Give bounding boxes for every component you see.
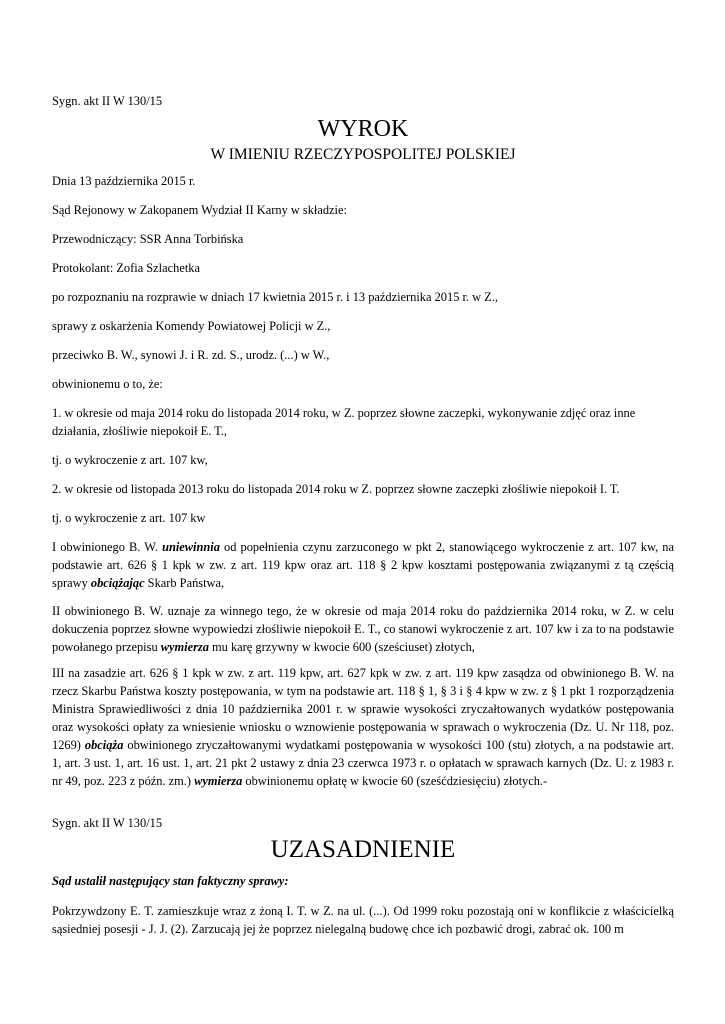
verdict-title: WYROK (317, 116, 409, 142)
presiding-judge: Przewodniczący: SSR Anna Torbińska (52, 232, 244, 246)
court-composition: Sąd Rejonowy w Zakopanem Wydział II Karny w składzie: (52, 203, 347, 217)
emphasis-charging: obciążając (90, 576, 145, 590)
emphasis-acquits: uniewinnia (162, 540, 220, 554)
charge-2-law: tj. o wykroczenie z art. 107 kw (52, 511, 206, 525)
charges-intro: obwinionemu o to, że: (52, 377, 163, 391)
defendant-info: przeciwko B. W., synowi J. i R. zd. S., urodz. (...) w W., (52, 348, 330, 362)
emphasis-imposes: wymierza (160, 640, 209, 654)
justification-case-reference: Sygn. akt II W 130/15 (52, 816, 163, 830)
facts-heading: Sąd ustalił następujący stan faktyczny sprawy: (52, 874, 289, 888)
ruling-costs: III na zasadzie art. 626 § 1 kpk w zw. z art. 119 kpw, art. 627 kpk w zw. z art. 119 kpw zasądza od obwinionego B. W. na rzecz Skarbu Państwa koszty postępowania, w tym na podstawie art. 118 § 1, § 3 i § 4 kpw w zw. z § 1 pkt 1 rozporządzenia Ministra Sprawiedliwości z dnia 10 października 2001 r. w sprawie wysokości zryczałtowanych wydatków postępowania oraz wysokości opłaty za wniesienie wniosku o wznowienie postępowania w sprawach o wykroczenia (Dz. U. Nr 118, poz. 1269) obciąża obwinionego zryczałtowanymi wydatkami postępowania w wysokości 100 (stu) złotych, a na podstawie art. 1, art. 3 ust. 1, art. 16 ust. 1, art. 21 pkt 2 ustawy z dnia 23 czerwca 1973 r. o opłatach w sprawach karnych (Dz. U. z 1983 r. nr 49, poz. 223 z późn. zm.) wymierza obwinionemu opłatę w kwocie 60 (sześćdziesięciu) złotych.- (52, 666, 674, 788)
prosecution-party: sprawy z oskarżenia Komendy Powiatowej Policji w Z., (52, 319, 331, 333)
emphasis-imposes-fee: wymierza (194, 774, 243, 788)
charge-2: 2. w okresie od listopada 2013 roku do listopada 2014 roku w Z. poprzez słowne zaczepki złośliwie niepokoił I. T. (52, 482, 620, 496)
facts-paragraph: Pokrzywdzony E. T. zamieszkuje wraz z żoną I. T. w Z. na ul. (...). Od 1999 roku pozostają oni w konflikcie z właścicielką sąsiedniej posesji - J. J. (2). Zarzucają jej że poprzez nielegalną budowę chce ich pozbawić drogi, zabrać ok. 100 m (52, 904, 674, 936)
hearing-dates: po rozpoznaniu na rozprawie w dniach 17 kwietnia 2015 r. i 13 października 2015 r. w Z., (52, 290, 498, 304)
justification-title: UZASADNIENIE (270, 836, 456, 863)
verdict-subtitle: W IMIENIU RZECZYPOSPOLITEJ POLSKIEJ (210, 146, 516, 163)
charge-1-law: tj. o wykroczenie z art. 107 kw, (52, 453, 208, 467)
court-clerk: Protokolant: Zofia Szlachetka (52, 261, 200, 275)
verdict-date: Dnia 13 października 2015 r. (52, 174, 196, 188)
case-reference: Sygn. akt II W 130/15 (52, 94, 163, 108)
ruling-acquittal: I obwinionego B. W. uniewinnia od popełnienia czynu zarzuconego w pkt 2, stanowiącego wykroczenie z art. 107 kw, na podstawie art. 626 § 1 kpk w zw. z art. 119 kpw oraz art. 118 § 2 kpw kosztami postępowania związanymi z tą częścią sprawy obciążając Skarb Państwa, (52, 540, 675, 590)
emphasis-burdens: obciąża (84, 738, 124, 752)
ruling-conviction: II obwinionego B. W. uznaje za winnego tego, że w okresie od maja 2014 roku do października 2014 roku, w Z. w celu dokuczenia poprzez słowne wypowiedzi złośliwie niepokoił E. T., co stanowi wykroczenie z art. 107 kw i za to na podstawie powołanego przepisu wymierza mu karę grzywny w kwocie 600 (sześciuset) złotych, (52, 604, 674, 654)
charge-1: 1. w okresie od maja 2014 roku do listopada 2014 roku, w Z. poprzez słowne zaczepki, wykonywanie zdjęć oraz inne działania, złośliwie niepokoił E. T., (52, 406, 636, 438)
